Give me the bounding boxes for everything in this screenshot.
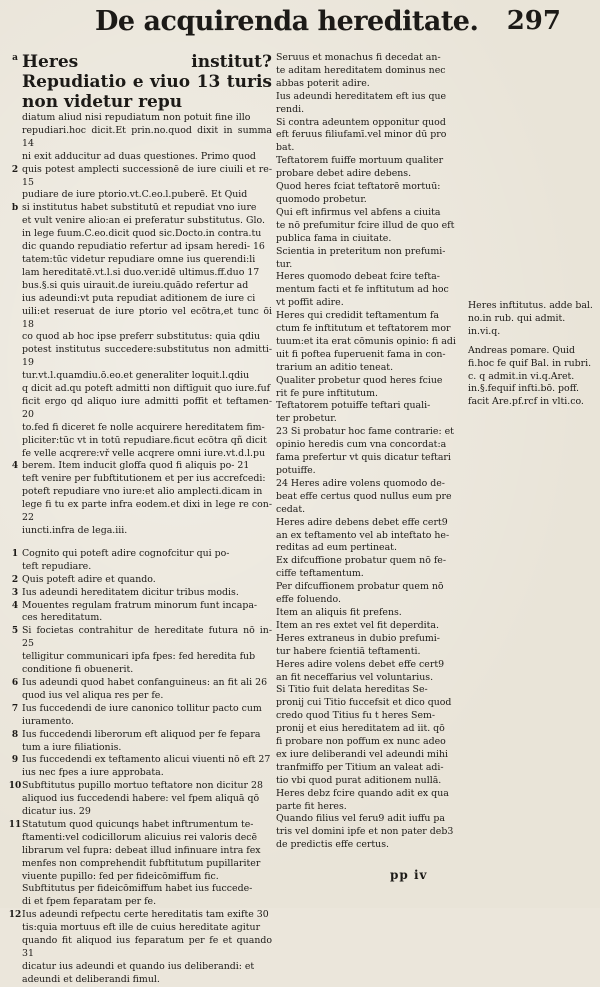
right-column-text [262,52,462,852]
text-line [262,646,462,659]
line-text: teft repudiare. [22,560,92,572]
text-line [262,826,462,839]
text-line [8,625,275,651]
text-line [262,65,462,78]
line-text: iuncti.infra de lega.iii. [22,525,128,536]
line-text: dic quando repudiatio refertur ad ipsam heredi- 16 [22,241,265,253]
line-text: fi probare non poffum ex nunc adeo [276,736,446,748]
text-line [262,555,462,568]
text-line [8,716,272,729]
line-text: bat. [276,142,295,154]
line-text: Si Titio fuit delata hereditas Se- [276,684,428,696]
line-text: tum a iure filiationis. [22,741,122,753]
text-line [8,486,272,499]
line-text: rit fe pure inftitutum. [276,387,379,399]
folio-number: 297 [506,6,561,36]
line-text: ctum fe inftitutum et teftatorem mor [276,323,451,335]
text-line [262,336,462,349]
line-text: ficit ergo qd aliquo iure admitti poffit et teftamen- 20 [22,395,275,420]
text-line [8,871,272,884]
line-text: opinio heredis cum vna concordat:a [276,439,447,451]
line-text: mentum facti et fe inftitutum ad hoc [276,284,449,296]
line-text: berem. Item inducit gloffa quod fi aliquis po- 21 [22,460,250,472]
text-line [8,293,272,306]
line-text: effe foluendo. [276,594,341,606]
text-line [8,819,272,832]
text-line [262,323,462,336]
line-text: pronij cui Titio fuccefsit et dico quod [276,697,452,709]
text-line [262,697,462,710]
text-line [8,124,275,151]
line-text: to.fed fi diceret fe nolle acquirere hereditatem fim- [22,421,265,433]
line-text: 23 Si probatur hoc fame contrarie: et [276,426,454,438]
text-line [8,767,272,780]
text-line [262,349,462,362]
line-text: Item an res extet vel fit deperdita. [276,619,439,631]
text-line [8,267,272,280]
text-line [8,664,272,677]
line-text: Cognito qui poteft adire cognofcitur qui po- [22,547,230,559]
text-line [262,259,462,272]
text-line [8,883,272,896]
margin-note: Heres inftitutus. adde bal. no.in rub. qui admit. in.vi.q. [468,300,596,337]
paragraph-number: 12 [8,910,22,921]
text-line [262,142,462,155]
line-text: de predictis effe certus. [276,839,389,851]
text-line [262,775,462,788]
text-line [8,909,272,922]
text-line [262,491,462,504]
line-text: vt poffit adire. [276,297,344,309]
line-text: adeundi et deliberandi fimul. [22,973,160,985]
line-text: Ius adeundi quod habet confanguineus: an fit ali 26 [22,676,268,688]
text-line [262,478,462,491]
text-line [262,594,462,607]
text-line [8,163,275,190]
line-text: parte fit heres. [276,800,347,812]
line-text: telligitur communicari ipfa fpes: fed heredita fub [22,651,256,663]
text-line [8,548,272,561]
line-text: Subftitutus pupillo mortuo teftatore non dicitur 28 [22,780,263,792]
text-line [8,651,272,664]
line-text: pronij et eius hereditatem ad iit. qō [276,723,445,735]
line-text: Teftatorem potuiffe teftari quali- [276,400,431,412]
text-line [8,331,272,344]
line-text: Statutum quod quicunqs habet inftrumentum te- [22,818,254,830]
text-line [8,677,272,690]
line-text: ciffe teftamentum. [276,568,364,580]
text-line [262,465,462,478]
line-text: Qui eft infirmus vel abfens a ciuita [276,206,441,218]
summary-list [8,547,275,987]
text-line [8,189,272,202]
paragraph-number: 2 [11,164,19,175]
text-line [8,806,272,819]
paragraph-number: 2 [11,574,19,585]
text-line [8,729,272,742]
text-line [262,504,462,517]
paragraph-number: 7 [11,703,19,714]
text-line [262,723,462,736]
line-text: ex iure deliberandi vel adeundi mihi [276,748,448,760]
text-line [8,574,272,587]
line-text: an ex teftamento vel ab inteftato he- [276,529,450,541]
text-line [8,832,272,845]
line-text: poteft repudiare vno iure:et alio amplecti.dicam in [22,486,263,498]
left-column [8,52,278,987]
line-text: dicatur ius adeundi et quando ius deliberandi: et [22,960,255,972]
line-text: Si contra adeuntem opponitur quod [276,116,446,128]
line-text: pliciter:tūc vt in totū repudiare.ficut ecōtra qñ dicit [22,434,267,446]
line-text: Quando filius vel feru9 adit iuffu pa [276,813,446,825]
paragraph-number: 11 [8,819,22,830]
line-text: dicatur ius. 29 [22,806,91,818]
text-line [8,612,272,625]
text-line [262,155,462,168]
text-line [262,801,462,814]
line-text: in lege fuum.C.eo.dicit quod sic.Docto.in contra.tu [22,228,262,240]
line-text: ces hereditatum. [22,612,103,624]
paragraph-number: 1 [11,548,19,559]
text-line [262,672,462,685]
line-text: co quod ab hoc ipse preferr substitutus: quia qdiu [22,331,260,343]
line-text: tur.vt.l.quamdiu.ō.eo.et generaliter loquit.l.qdiu [22,370,250,382]
line-text: te aditam hereditatem dominus nec [276,64,446,76]
paragraph-number: 4 [11,600,19,611]
line-text: Heres qui credidit teftamentum fa [276,310,439,322]
text-line [8,974,272,987]
text-line [262,362,462,375]
text-line [262,78,462,91]
line-text: quando fit aliquod ius feparatum per fe et quando 31 [22,935,275,959]
line-text: Ius fuccedendi liberorum eft aliquod per fe fepara [22,728,261,740]
paragraph-number: a [12,53,18,63]
line-text: Heres extraneus in dubio prefumi- [276,632,440,644]
text-line [8,448,272,461]
line-text: fama prefertur vt quis dicatur teftari [276,452,451,464]
line-text: Heres adire debens debet effe cert9 [276,516,448,528]
line-text: teft venire per fubftitutionem et per ius accrefcedi: [22,473,266,485]
text-line [8,845,272,858]
text-line [8,305,275,332]
line-text: uit fi poftea fuperuenit fama in con- [276,348,446,360]
line-text: lam hereditatē.vt.l.si duo.ver.idē ultimus.ff.duo 17 [22,266,260,278]
line-text: viuente pupillo: fed per fideicōmiffum fic. [22,870,219,882]
line-text: Si focietas contrahitur de hereditate futura nō in- 25 [22,625,275,650]
line-text: Heres debz fcire quando adit ex qua [276,787,449,799]
text-line [262,207,462,220]
text-line [8,52,278,112]
line-text: Ius adeundi hereditatem eft ius que [276,90,447,102]
text-line [262,426,462,439]
text-line [8,112,272,125]
text-line [262,439,462,452]
text-line [8,344,275,370]
line-text: pudiare de iure ptorio.vt.C.eo.l.puberē. Et Quid [22,189,248,201]
text-line [262,736,462,749]
text-line [8,961,272,974]
line-text: Scientia in preteritum non prefumi- [276,245,446,257]
line-text: quis potest amplecti successionē de iure ciuili et re- 15 [22,163,275,188]
margin-note: Andreas pomare. Quid fi.hoc fe quif Bal. in rubri. c. q admit.in vi.q.Aret. in.§.fequif infti.bō. poff. facit Are.pf.rcf in vlti.co. [468,344,595,408]
line-text: Ius fuccedendi ex teftamento alicui viuenti nō eft 27 [22,754,271,766]
text-line [8,202,272,215]
text-line [262,297,462,310]
text-line [262,104,462,117]
paragraph-number: 4 [11,461,19,472]
text-line [8,858,272,871]
text-line [262,684,462,697]
line-text: Quod heres fciat teftatorē mortuū: [276,181,441,193]
line-text: probare debet adire debens. [276,168,412,180]
line-text: tranfmiffo per Titium an valeat adi- [276,761,444,773]
text-line [8,587,272,600]
text-line [262,762,462,775]
line-text: cedat. [276,503,306,515]
line-text: et vult venire alio:an ei preferatur substitutus. Glo. [22,215,265,227]
text-line [8,254,272,267]
text-line [262,284,462,297]
paragraph-number: 8 [11,729,19,740]
line-text: si institutus habet substitutū et repudiat vno iure [22,202,257,214]
line-text: Ius adeundi hereditatem dicitur tribus modis. [22,586,239,598]
line-text: an fit neceffarius vel voluntarius. [276,671,434,683]
line-text: Mouentes regulam fratrum minorum funt incapa- [22,599,258,611]
line-text: Item an aliquis fit prefens. [276,606,402,618]
text-line [8,690,272,703]
line-text: tur. [276,258,293,270]
text-line [8,460,272,473]
line-text: Ius fuccedendi de iure canonico tollitur pacto cum [22,702,262,714]
text-line [8,600,272,613]
text-line [262,413,462,426]
line-text: Ius adeundi refpectu certe hereditatis tam exifte 30 [22,909,269,921]
line-text: librarum vel fupra: debeat illud infinuare intra fex [22,844,261,856]
text-line [262,91,462,104]
line-text: uili:et reseruat de iure ptorio vel ecōtra,et tunc ōi 18 [22,305,275,330]
text-line [262,452,462,465]
line-text: lege fi tu ex parte infra eodem.et dixi in lege re con- 22 [22,499,275,524]
text-line [262,220,462,233]
text-line [8,754,272,767]
paragraph-number: 6 [11,677,19,688]
line-text: ius nec fpes a iure approbata. [22,767,164,779]
text-line [8,395,275,422]
line-text: 24 Heres adire volens quomodo de- [276,477,445,489]
paragraph-number: 10 [8,781,22,792]
line-text: menfes non comprehendit fubftitutum pupillariter [22,857,261,869]
text-line [8,935,275,961]
text-line [8,422,272,435]
line-text: di et fpem feparatam per fe. [22,896,157,908]
text-line [8,703,272,716]
text-line [262,168,462,181]
line-text: ius adeundi:vt puta repudiat aditionem de iure ci [22,292,256,304]
paragraph-number: b [11,203,19,214]
text-line [8,280,272,293]
line-text: eft feruus filiufamī.vel minor dū pro [276,129,447,141]
text-line [262,530,462,543]
text-line [262,659,462,672]
text-line [262,129,462,142]
text-line [262,400,462,413]
text-line [8,922,272,935]
text-line [262,568,462,581]
line-text: reditas ad eum pertineat. [276,542,397,554]
right-column [262,52,462,852]
text-line [262,581,462,594]
paragraph-number: 9 [11,755,19,766]
line-text: rendi. [276,103,305,115]
line-text: quod ius vel aliqua res per fe. [22,689,164,701]
text-line [262,233,462,246]
line-text: ni exit adducitur ad duas questiones. Primo quod [22,150,256,162]
text-line [262,271,462,284]
text-line [262,788,462,801]
line-text: iuramento. [22,715,74,727]
line-text: ftamenti:vel codicillorum alicuius rei valoris decē [22,831,258,843]
line-text: te nō prefumitur fcire illud de quo eft [276,219,455,231]
line-text: tatem:tūc videtur repudiare omne ius querendi:li [22,253,256,265]
text-line [262,749,462,762]
text-line [8,435,272,448]
running-header [95,6,565,46]
line-text: tris vel domini ipfe et non pater deb3 [276,826,454,838]
line-text: Quis poteft adire et quando. [22,573,156,585]
paragraph-number: 5 [11,626,19,637]
text-line [262,246,462,259]
text-line [262,375,462,388]
line-text: abbas poterit adire. [276,77,370,89]
text-line [8,473,272,486]
line-text: tur habere fcientiā teftamenti. [276,645,421,657]
text-line [262,310,462,323]
left-column-text [8,52,278,538]
text-line [8,383,272,396]
line-text: Teftatorem fuiffe mortuum qualiter [276,155,444,167]
line-text: tuum:et ita erat cōmunis opinio: fi adi [276,335,456,347]
running-title: De acquirenda hereditate. [95,6,479,37]
line-text: aliquod ius fuccedendi habere: vel fpem aliquā qō [22,793,260,805]
text-line [8,896,272,909]
text-line [8,499,275,525]
line-text: Heres adire volens debet effe cert9 [276,658,445,670]
line-text: ter probetur. [276,413,337,425]
text-line [8,780,272,793]
text-line [8,370,272,383]
line-text: publica fama in ciuitate. [276,232,392,244]
text-line [8,742,272,755]
margin-notes [468,300,596,415]
text-line [262,517,462,530]
line-text: tis:quia mortuus eft ille de cuius hereditate agitur [22,922,261,934]
text-line [262,633,462,646]
line-text: Heres quomodo debeat fcire tefta- [276,271,440,283]
line-text: Subftitutus per fideicōmiffum habet ius fuccede- [22,883,253,895]
text-line [262,194,462,207]
text-line [262,52,462,65]
text-line [262,181,462,194]
text-line [262,388,462,401]
line-text: conditione fi obuenerit. [22,664,134,676]
text-line [262,542,462,555]
text-line [8,793,272,806]
signature-mark: pp iv [390,868,428,882]
line-text: bus.§.si quis uirauit.de iureiu.quādo refertur ad [22,279,249,291]
line-text: Seruus et monachus fi decedat an- [276,52,441,63]
text-line [262,813,462,826]
section-heading: Heres institut? Repudiatio e viuo 13 turis non videtur repu [22,52,278,112]
text-line [262,607,462,620]
line-text: quomodo probetur. [276,193,367,205]
text-line [262,839,462,852]
line-text: fe velle acqrere:vř velle acqrere omni iure.vt.d.l.pu [22,447,266,459]
line-text: credo quod Titius fu t heres Sem- [276,710,436,722]
line-text: tio vbi quod purat aditionem nullā. [276,774,442,786]
text-line [262,117,462,130]
text-line [262,620,462,633]
line-text: q dicit ad.qu poteft admitti non diftīguit quo iure.fuf [22,383,271,395]
text-line [8,241,272,254]
line-text: diatum aliud nisi repudiatum non potuit fine illo [22,112,251,123]
text-line [8,525,272,538]
line-text: Ex difcuffione probatur quem nō fe- [276,555,447,567]
text-line [8,215,272,228]
line-text: Qualiter probetur quod heres fciue [276,374,443,386]
line-text: Per difcuffionem probatur quem nō [276,581,444,593]
text-line [8,228,272,241]
line-text: trarium an aditio teneat. [276,361,394,373]
line-text: potuiffe. [276,465,316,476]
text-line [262,710,462,723]
text-line [8,561,272,574]
text-line [8,151,272,164]
line-text: potest institutus succedere:substitutus non admitti- 19 [22,344,275,369]
line-text: repudiari.hoc dicit.Et prin.no.quod dixit in summa 14 [22,124,275,149]
line-text: beat effe certus quod nullus eum pre [276,490,452,502]
paragraph-number: 3 [11,587,19,598]
